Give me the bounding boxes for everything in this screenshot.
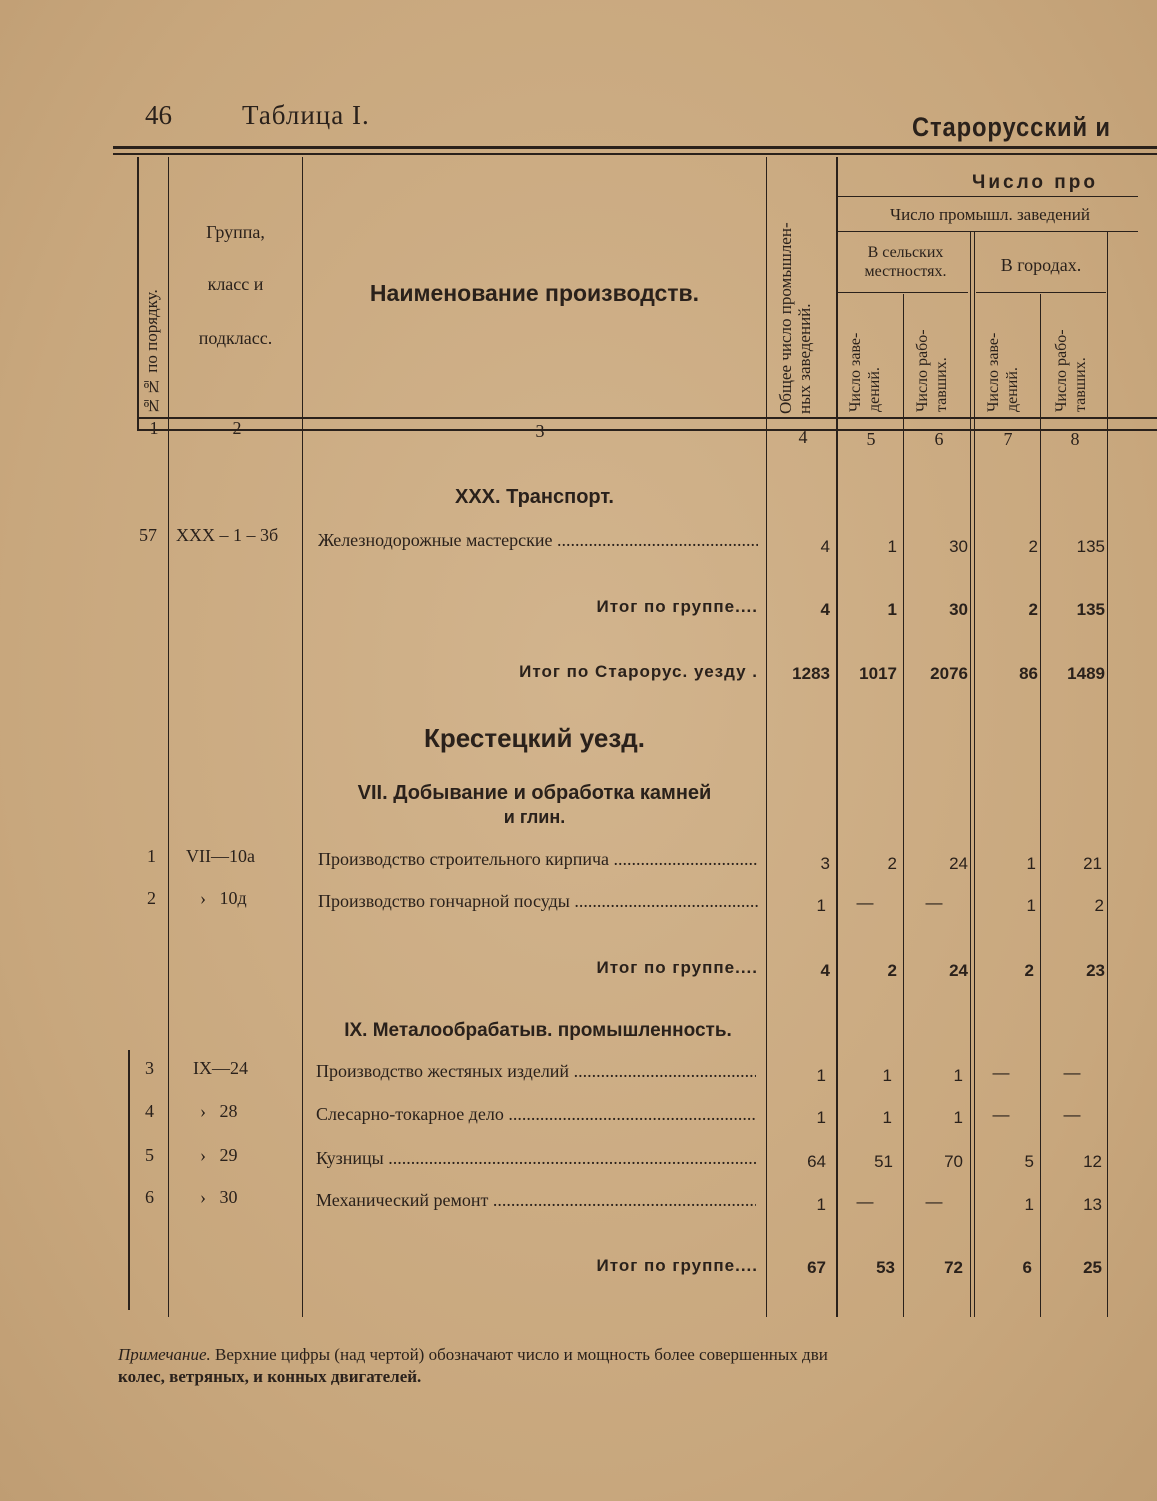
section-heading-vii-line2: и глин. xyxy=(503,807,566,827)
section-heading-vii-line1: VII. Добывание и обработка камней xyxy=(357,782,712,804)
row-ix-2-group: › 28 xyxy=(200,1101,238,1121)
row-ix-3-no: 5 xyxy=(145,1145,154,1165)
page-title: Таблица I. xyxy=(242,100,370,130)
total-vii-val6: 24 xyxy=(949,961,968,980)
row-transport-no: 57 xyxy=(139,525,157,545)
row-ix-2-val7: — xyxy=(992,1105,1010,1124)
row-transport-name: Железнодорожные мастерские ..... xyxy=(318,530,758,551)
header-col5: Число заве- дений. xyxy=(847,332,883,412)
vline-3 xyxy=(766,157,767,1317)
total-uezd-val7: 86 xyxy=(1019,664,1038,683)
row-vii-1-no: 1 xyxy=(147,846,156,866)
column-number-8: 8 xyxy=(1070,429,1080,449)
row-vii-2-val6: — xyxy=(925,893,943,912)
row-ix-3-val6: 70 xyxy=(944,1152,963,1171)
vline-7 xyxy=(1040,294,1041,1317)
total-ix-val4: 67 xyxy=(807,1258,826,1277)
header-col2-line1: Группа, xyxy=(206,222,265,242)
row-ix-1-val5: 1 xyxy=(882,1066,892,1085)
rural-underline xyxy=(838,292,968,293)
total-ix-val7: 6 xyxy=(1022,1258,1032,1277)
row-vii-1-group: VII—10а xyxy=(186,846,255,866)
header-col2-line3: подкласс. xyxy=(198,328,273,348)
row-ix-2-name: Слесарно-токарное дело ..... xyxy=(316,1104,756,1125)
row-ix-3-name: Кузницы ..... xyxy=(316,1148,756,1169)
footnote-line1 xyxy=(118,1344,1108,1366)
row-ix-3-val7: 5 xyxy=(1024,1152,1034,1171)
row-transport-group: XXX – 1 – 3б xyxy=(176,525,279,545)
total-uezd-val4: 1283 xyxy=(792,664,830,683)
header-bottom-rule xyxy=(137,417,1157,419)
row-ix-2-val8: — xyxy=(1063,1105,1081,1124)
total-transport-val4: 4 xyxy=(820,600,830,619)
row-vii-2-val8: 2 xyxy=(1094,896,1104,915)
section-heading-transport: XXX. Транспорт. xyxy=(455,486,614,508)
row-ix-2-no: 4 xyxy=(145,1101,154,1121)
header-col2-line2: класс и xyxy=(207,274,264,294)
row-vii-1-val4: 3 xyxy=(820,854,830,873)
row-ix-4-val7: 1 xyxy=(1024,1195,1034,1214)
total-ix-label: Итог по группе.... xyxy=(596,1256,758,1275)
sub-group-underline xyxy=(838,231,1138,232)
urban-underline xyxy=(976,292,1106,293)
row-transport-val8: 135 xyxy=(1076,537,1105,556)
row-vii-2-group: › 10д xyxy=(200,888,247,908)
column-number-7: 7 xyxy=(1003,429,1013,449)
vline-6a xyxy=(970,232,971,1317)
row-ix-3-val5: 51 xyxy=(874,1152,893,1171)
row-vii-1-val5: 2 xyxy=(887,854,897,873)
row-vii-2-val5: — xyxy=(856,893,874,912)
header-col3: Наименование производств. xyxy=(369,280,700,306)
row-ix-1-val7: — xyxy=(992,1063,1010,1082)
top-double-rule xyxy=(113,146,1157,149)
footnote-label: Примечание. xyxy=(118,1345,211,1364)
vline-6b xyxy=(974,232,975,1317)
row-ix-2-val4: 1 xyxy=(816,1108,826,1127)
top-double-rule-second xyxy=(113,153,1157,155)
total-vii-val7: 2 xyxy=(1024,961,1034,980)
row-ix-2-val5: 1 xyxy=(882,1108,892,1127)
column-number-2: 2 xyxy=(232,418,242,438)
row-vii-1-val6: 24 xyxy=(949,854,968,873)
header-col4: Общее число промышлен- ных заведений. xyxy=(776,222,814,414)
row-ix-2-val6: 1 xyxy=(953,1108,963,1127)
section-heading-ix: IX. Металообрабатыв. промышленность. xyxy=(344,1020,732,1041)
header-col6: Число рабо- тавших. xyxy=(914,329,950,412)
header-urban: В городах. xyxy=(1000,255,1082,275)
row-transport-val7: 2 xyxy=(1028,537,1038,556)
top-group-underline xyxy=(838,196,1138,197)
footnote-text: Верхние цифры (над чертой) обозначают число и мощность более совершенных дви xyxy=(210,1345,828,1364)
header-rural: В сельских местностях. xyxy=(864,244,947,280)
total-transport-label: Итог по группе.... xyxy=(596,597,758,616)
column-number-3: 3 xyxy=(535,421,545,441)
row-ix-1-val6: 1 xyxy=(953,1066,963,1085)
row-ix-4-val8: 13 xyxy=(1083,1195,1102,1214)
column-number-4: 4 xyxy=(798,427,808,447)
row-ix-1-group: IX—24 xyxy=(193,1058,248,1078)
running-header: Старорусский и xyxy=(912,112,1111,142)
vline-5 xyxy=(903,294,904,1317)
total-ix-val8: 25 xyxy=(1083,1258,1102,1277)
row-ix-4-group: › 30 xyxy=(200,1187,238,1207)
vline-left-body xyxy=(128,1050,130,1310)
row-vii-2-val4: 1 xyxy=(816,896,826,915)
row-transport-val4: 4 xyxy=(820,537,830,556)
total-uezd-label: Итог по Старорус. уезду . xyxy=(519,662,758,681)
total-vii-label: Итог по группе.... xyxy=(596,958,758,977)
row-ix-4-val5: — xyxy=(856,1192,874,1211)
total-transport-val7: 2 xyxy=(1028,600,1038,619)
vline-left xyxy=(137,157,139,429)
page-number: 46 xyxy=(145,100,172,130)
total-vii-val4: 4 xyxy=(820,961,830,980)
total-uezd-val5: 1017 xyxy=(859,664,897,683)
total-vii-val5: 2 xyxy=(887,961,897,980)
footnote-line2: колес, ветряных, и конных двигателей. xyxy=(118,1367,422,1386)
total-vii-val8: 23 xyxy=(1086,961,1105,980)
total-uezd-val6: 2076 xyxy=(930,664,968,683)
vline-8 xyxy=(1107,232,1108,1317)
header-col7: Число заве- дений. xyxy=(985,332,1021,412)
row-ix-4-no: 6 xyxy=(145,1187,154,1207)
row-ix-1-val8: — xyxy=(1063,1063,1081,1082)
footnote xyxy=(118,1344,1108,1388)
row-vii-2-name: Производство гончарной посуды ..... xyxy=(318,891,758,912)
column-number-1: 1 xyxy=(149,418,159,438)
district-heading: Крестецкий уезд. xyxy=(424,723,645,753)
header-sub-group: Число промышл. заведений xyxy=(890,205,1090,224)
row-vii-1-val7: 1 xyxy=(1026,854,1036,873)
total-uezd-val8: 1489 xyxy=(1067,664,1105,683)
header-col8: Число рабо- тавших. xyxy=(1053,329,1089,412)
row-ix-4-val6: — xyxy=(925,1192,943,1211)
row-vii-2-val7: 1 xyxy=(1026,896,1036,915)
total-transport-val6: 30 xyxy=(949,600,968,619)
row-ix-4-val4: 1 xyxy=(816,1195,826,1214)
column-number-6: 6 xyxy=(934,429,944,449)
row-ix-1-name: Производство жестяных изделий ..... xyxy=(316,1061,756,1082)
column-number-5: 5 xyxy=(866,429,876,449)
row-ix-1-no: 3 xyxy=(145,1058,154,1078)
header-col1: №№ по порядку. xyxy=(142,289,161,415)
row-ix-4-name: Механический ремонт ..... xyxy=(316,1190,756,1211)
vline-4 xyxy=(836,157,838,1317)
row-vii-1-val8: 21 xyxy=(1083,854,1102,873)
row-vii-1-name: Производство строительного кирпича ..... xyxy=(318,849,758,870)
total-ix-val6: 72 xyxy=(944,1258,963,1277)
row-ix-1-val4: 1 xyxy=(816,1066,826,1085)
row-transport-val6: 30 xyxy=(949,537,968,556)
total-ix-val5: 53 xyxy=(876,1258,895,1277)
row-vii-2-no: 2 xyxy=(147,888,156,908)
row-ix-3-group: › 29 xyxy=(200,1145,238,1165)
row-ix-3-val8: 12 xyxy=(1083,1152,1102,1171)
total-transport-val5: 1 xyxy=(887,600,897,619)
row-transport-val5: 1 xyxy=(887,537,897,556)
total-transport-val8: 135 xyxy=(1076,600,1105,619)
header-top-group: Число про xyxy=(972,172,1098,193)
row-ix-3-val4: 64 xyxy=(807,1152,826,1171)
